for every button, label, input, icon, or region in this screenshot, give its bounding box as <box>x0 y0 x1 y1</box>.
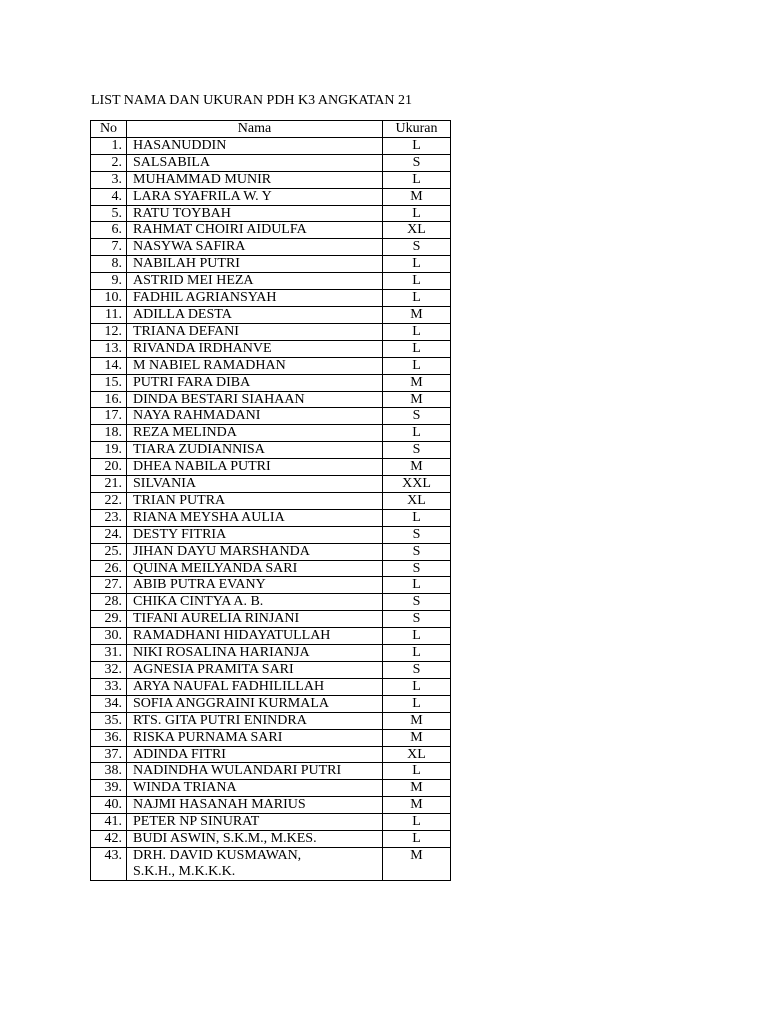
row-size: M <box>383 459 451 476</box>
row-number: 12. <box>91 323 127 340</box>
header-size: Ukuran <box>383 121 451 138</box>
row-name: RISKA PURNAMA SARI <box>127 729 383 746</box>
table-row <box>91 357 451 374</box>
row-name: MUHAMMAD MUNIR <box>127 171 383 188</box>
table-row <box>91 290 451 307</box>
row-name: RTS. GITA PUTRI ENINDRA <box>127 712 383 729</box>
row-size: L <box>383 577 451 594</box>
row-size: L <box>383 357 451 374</box>
row-number: 16. <box>91 391 127 408</box>
row-number: 19. <box>91 442 127 459</box>
row-size: S <box>383 594 451 611</box>
row-name: QUINA MEILYANDA SARI <box>127 560 383 577</box>
row-number: 8. <box>91 256 127 273</box>
row-name: SALSABILA <box>127 154 383 171</box>
row-name: AGNESIA PRAMITA SARI <box>127 662 383 679</box>
table-row <box>91 154 451 171</box>
row-size: L <box>383 645 451 662</box>
row-number: 35. <box>91 712 127 729</box>
row-number: 14. <box>91 357 127 374</box>
table-row <box>91 476 451 493</box>
table-row <box>91 797 451 814</box>
row-size: M <box>383 847 451 880</box>
row-name: DHEA NABILA PUTRI <box>127 459 383 476</box>
row-number: 15. <box>91 374 127 391</box>
row-name: FADHIL AGRIANSYAH <box>127 290 383 307</box>
table-row <box>91 188 451 205</box>
table-row <box>91 509 451 526</box>
row-name: BUDI ASWIN, S.K.M., M.KES. <box>127 831 383 848</box>
row-name: NIKI ROSALINA HARIANJA <box>127 645 383 662</box>
table-row <box>91 543 451 560</box>
row-name: PETER NP SINURAT <box>127 814 383 831</box>
row-size: L <box>383 695 451 712</box>
row-number: 39. <box>91 780 127 797</box>
row-name: HASANUDDIN <box>127 137 383 154</box>
table-row <box>91 306 451 323</box>
table-row <box>91 560 451 577</box>
row-size: L <box>383 340 451 357</box>
row-name: TIFANI AURELIA RINJANI <box>127 611 383 628</box>
row-number: 18. <box>91 425 127 442</box>
row-size: L <box>383 323 451 340</box>
row-number: 5. <box>91 205 127 222</box>
row-name: RAHMAT CHOIRI AIDULFA <box>127 222 383 239</box>
table-row <box>91 256 451 273</box>
row-number: 6. <box>91 222 127 239</box>
table-row <box>91 442 451 459</box>
table-row <box>91 323 451 340</box>
row-size: XL <box>383 222 451 239</box>
table-row <box>91 273 451 290</box>
row-size: M <box>383 797 451 814</box>
row-name: JIHAN DAYU MARSHANDA <box>127 543 383 560</box>
row-name: RIVANDA IRDHANVE <box>127 340 383 357</box>
row-size: S <box>383 543 451 560</box>
row-name: SOFIA ANGGRAINI KURMALA <box>127 695 383 712</box>
row-number: 43. <box>91 847 127 880</box>
row-name: ARYA NAUFAL FADHILILLAH <box>127 678 383 695</box>
row-size: L <box>383 171 451 188</box>
table-row <box>91 459 451 476</box>
row-size: XL <box>383 746 451 763</box>
table-row <box>91 594 451 611</box>
row-size: S <box>383 560 451 577</box>
row-name: NAJMI HASANAH MARIUS <box>127 797 383 814</box>
table-row <box>91 222 451 239</box>
row-size: M <box>383 712 451 729</box>
table-row <box>91 171 451 188</box>
row-name: TRIAN PUTRA <box>127 492 383 509</box>
row-name: SILVANIA <box>127 476 383 493</box>
row-name: TIARA ZUDIANNISA <box>127 442 383 459</box>
row-number: 32. <box>91 662 127 679</box>
row-number: 10. <box>91 290 127 307</box>
row-number: 11. <box>91 306 127 323</box>
page-title: LIST NAMA DAN UKURAN PDH K3 ANGKATAN 21 <box>91 93 413 108</box>
row-name: RATU TOYBAH <box>127 205 383 222</box>
table-row <box>91 678 451 695</box>
row-name: DRH. DAVID KUSMAWAN, S.K.H., M.K.K.K. <box>127 847 383 880</box>
row-name: DINDA BESTARI SIAHAAN <box>127 391 383 408</box>
row-size: L <box>383 256 451 273</box>
table-row <box>91 645 451 662</box>
row-number: 13. <box>91 340 127 357</box>
row-name: DESTY FITRIA <box>127 526 383 543</box>
row-number: 25. <box>91 543 127 560</box>
row-name: ADILLA DESTA <box>127 306 383 323</box>
table-row <box>91 814 451 831</box>
row-name: TRIANA DEFANI <box>127 323 383 340</box>
row-number: 21. <box>91 476 127 493</box>
name-size-table <box>90 120 451 881</box>
row-number: 36. <box>91 729 127 746</box>
row-number: 29. <box>91 611 127 628</box>
row-name: ABIB PUTRA EVANY <box>127 577 383 594</box>
table-row <box>91 662 451 679</box>
row-size: L <box>383 273 451 290</box>
row-name: RIANA MEYSHA AULIA <box>127 509 383 526</box>
row-number: 42. <box>91 831 127 848</box>
row-number: 9. <box>91 273 127 290</box>
row-size: S <box>383 239 451 256</box>
row-name: CHIKA CINTYA A. B. <box>127 594 383 611</box>
row-name: LARA SYAFRILA W. Y <box>127 188 383 205</box>
row-size: L <box>383 509 451 526</box>
row-size: L <box>383 814 451 831</box>
row-name: RAMADHANI HIDAYATULLAH <box>127 628 383 645</box>
row-name: ADINDA FITRI <box>127 746 383 763</box>
table-row <box>91 492 451 509</box>
table-header-row <box>91 121 451 138</box>
table-row <box>91 729 451 746</box>
row-number: 33. <box>91 678 127 695</box>
table-row <box>91 763 451 780</box>
row-number: 23. <box>91 509 127 526</box>
table-body <box>91 137 451 880</box>
row-name: NABILAH PUTRI <box>127 256 383 273</box>
row-number: 40. <box>91 797 127 814</box>
row-size: M <box>383 391 451 408</box>
row-number: 17. <box>91 408 127 425</box>
row-name: M NABIEL RAMADHAN <box>127 357 383 374</box>
row-name: ASTRID MEI HEZA <box>127 273 383 290</box>
row-name: NAYA RAHMADANI <box>127 408 383 425</box>
row-name: REZA MELINDA <box>127 425 383 442</box>
header-no: No <box>91 121 127 138</box>
row-name: NASYWA SAFIRA <box>127 239 383 256</box>
row-name: NADINDHA WULANDARI PUTRI <box>127 763 383 780</box>
table-row <box>91 847 451 880</box>
row-size: L <box>383 425 451 442</box>
row-number: 28. <box>91 594 127 611</box>
row-size: L <box>383 831 451 848</box>
row-number: 3. <box>91 171 127 188</box>
row-number: 34. <box>91 695 127 712</box>
row-size: XXL <box>383 476 451 493</box>
table-row <box>91 374 451 391</box>
row-size: L <box>383 763 451 780</box>
table-row <box>91 425 451 442</box>
table-row <box>91 831 451 848</box>
row-size: L <box>383 678 451 695</box>
row-number: 24. <box>91 526 127 543</box>
row-size: M <box>383 306 451 323</box>
row-size: L <box>383 628 451 645</box>
row-size: M <box>383 729 451 746</box>
row-number: 38. <box>91 763 127 780</box>
row-size: S <box>383 154 451 171</box>
table-row <box>91 526 451 543</box>
row-size: S <box>383 408 451 425</box>
table-row <box>91 746 451 763</box>
row-size: S <box>383 442 451 459</box>
row-size: S <box>383 526 451 543</box>
header-name: Nama <box>127 121 383 138</box>
table-row <box>91 137 451 154</box>
row-size: L <box>383 137 451 154</box>
table-row <box>91 340 451 357</box>
row-number: 27. <box>91 577 127 594</box>
row-size: XL <box>383 492 451 509</box>
row-size: S <box>383 611 451 628</box>
row-number: 20. <box>91 459 127 476</box>
table-row <box>91 239 451 256</box>
table-row <box>91 628 451 645</box>
row-number: 41. <box>91 814 127 831</box>
table-row <box>91 780 451 797</box>
table-row <box>91 391 451 408</box>
row-size: L <box>383 205 451 222</box>
row-size: M <box>383 374 451 391</box>
row-number: 7. <box>91 239 127 256</box>
table-row <box>91 205 451 222</box>
row-number: 2. <box>91 154 127 171</box>
row-number: 22. <box>91 492 127 509</box>
table-row <box>91 695 451 712</box>
row-number: 26. <box>91 560 127 577</box>
row-size: M <box>383 780 451 797</box>
row-number: 1. <box>91 137 127 154</box>
table-row <box>91 408 451 425</box>
row-number: 37. <box>91 746 127 763</box>
row-number: 4. <box>91 188 127 205</box>
table-row <box>91 611 451 628</box>
row-size: M <box>383 188 451 205</box>
row-size: L <box>383 290 451 307</box>
row-number: 30. <box>91 628 127 645</box>
table-row <box>91 712 451 729</box>
row-size: S <box>383 662 451 679</box>
row-name: PUTRI FARA DIBA <box>127 374 383 391</box>
row-name: WINDA TRIANA <box>127 780 383 797</box>
table-row <box>91 577 451 594</box>
row-number: 31. <box>91 645 127 662</box>
